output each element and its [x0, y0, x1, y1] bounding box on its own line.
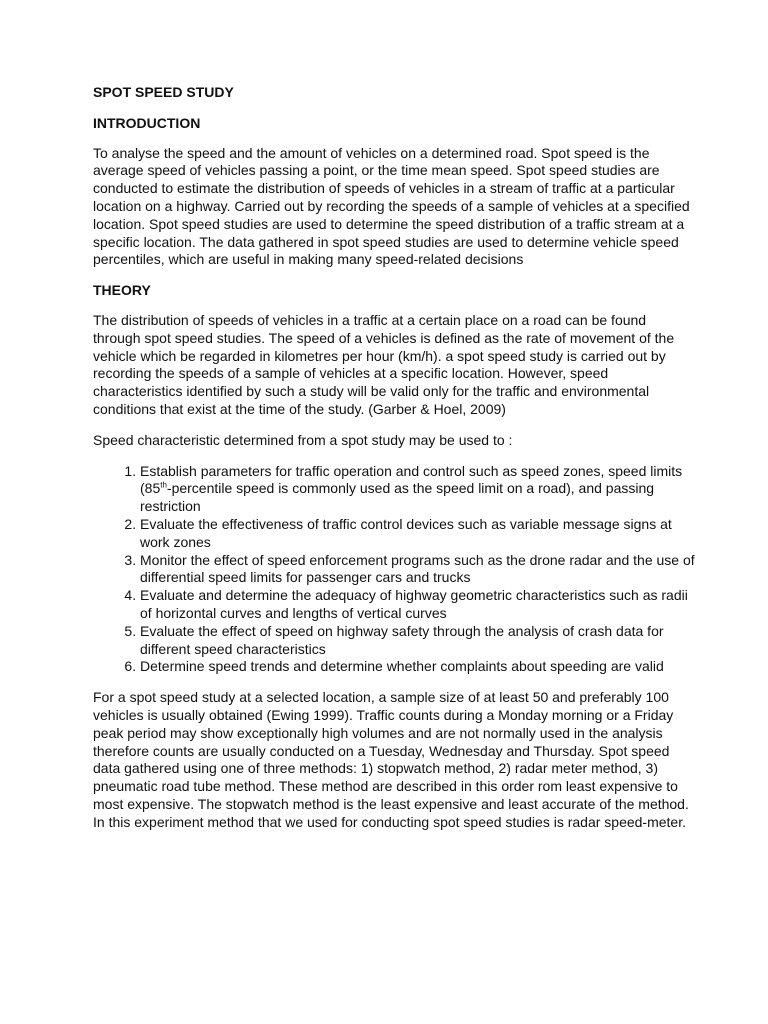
- introduction-heading: INTRODUCTION: [93, 114, 201, 131]
- list-item: 6. Determine speed trends and determine whether complaints about speeding are valid: [140, 658, 696, 676]
- list-item-text-end: -percentile speed is commonly used as the speed limit on a road), and passing restriction: [140, 480, 655, 515]
- theory-paragraph-3: For a spot speed study at a selected location, a sample size of at least 50 and preferably 100 vehicles is usually obtained (Ewing 1999). Traffic counts during a Monday morning or a Friday peak period may show exceptionally high volumes and are not normally used in the analysis therefore counts are usually conducted on a Tuesday, Wednesday and Thursday. Spot speed data gathered using one of three methods: 1) stopwatch method, 2) radar meter method, 3) pneumatic road tube method. These method are described in this order rom least expensive to most expensive. The stopwatch method is the least expensive and least accurate of the method. In this experiment method that we used for conducting spot speed studies is radar speed-meter.: [93, 689, 689, 830]
- speed-uses-list: [93, 463, 696, 677]
- superscript-ordinal: th: [160, 480, 167, 490]
- list-item: 5. Evaluate the effect of speed on highway safety through the analysis of crash data for different speed characteristics: [140, 623, 696, 659]
- list-item: 3. Monitor the effect of speed enforcement programs such as the drone radar and the use of differential speed limits for passenger cars and trucks: [140, 552, 696, 588]
- theory-paragraph-1: The distribution of speeds of vehicles in a traffic at a certain place on a road can be found through spot speed studies. The speed of a vehicles is defined as the rate of movement of the vehicle which be regarded in kilometres per hour (km/h). a spot speed study is carried out by recording the speeds of a sample of vehicles at a specific location. However, speed characteristics identified by such a study will be valid only for the traffic and environmental conditions that exist at the time of the study. (Garber & Hoel, 2009): [93, 311, 675, 417]
- list-item: [140, 463, 696, 516]
- theory-paragraph-2: Speed characteristic determined from a spot study may be used to :: [93, 431, 513, 448]
- list-item: 2. Evaluate the effectiveness of traffic control devices such as variable message signs at work zones: [140, 516, 696, 552]
- list-item: 4. Evaluate and determine the adequacy of highway geometric characteristics such as radii of horizontal curves and lengths of vertical curves: [140, 587, 696, 623]
- theory-heading: THEORY: [93, 282, 151, 299]
- introduction-paragraph: To analyse the speed and the amount of vehicles on a determined road. Spot speed is the average speed of vehicles passing a point, or the time mean speed. Spot speed studies are conducted to estimate the distribution of speeds of vehicles in a stream of traffic at a particular location on a highway. Carried out by recording the speeds of a sample of vehicles at a specified location. Spot speed studies are used to determine the speed distribution of a traffic stream at a specific location. The data gathered in spot speed studies are used to determine vehicle speed percentiles, which are useful in making many speed-related decisions: [93, 144, 690, 268]
- list-item-text-start: Establish parameters for traffic operation and control such as speed zones, speed limits (85: [140, 462, 683, 497]
- document-title: SPOT SPEED STUDY: [93, 84, 234, 100]
